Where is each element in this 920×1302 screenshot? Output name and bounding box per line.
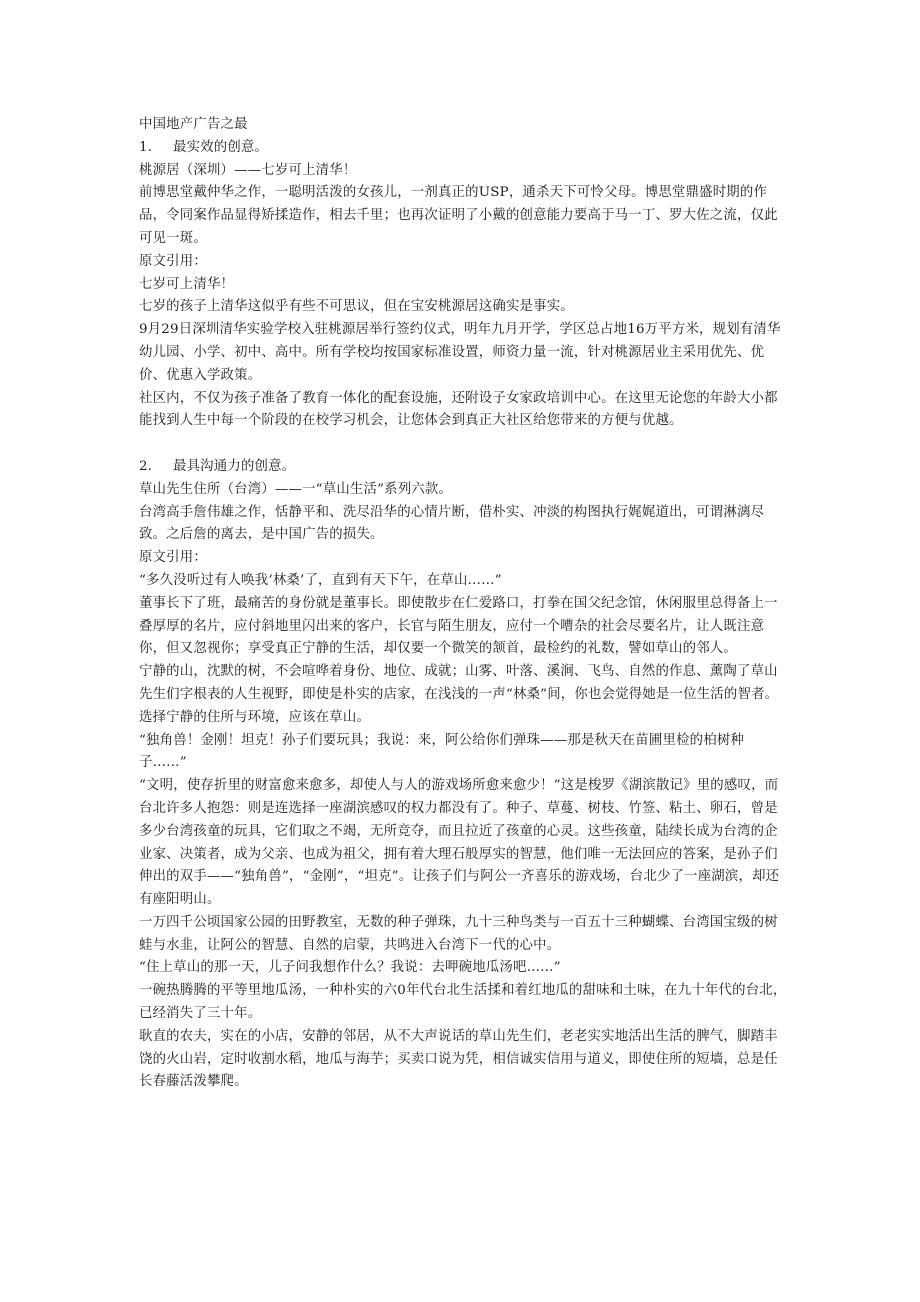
section-1-paragraph: 社区内，不仅为孩子准备了教育一体化的配套设施，还附设子女家政培训中心。在这里无论您的年龄大小都能找到人生中每一个阶段的在校学习机会，让您体会到真正大社区给您带来的方便与优越。 [139, 390, 778, 429]
section-1-quote-title: 七岁可上清华！ [139, 276, 235, 292]
section-2-paragraph: 选择宁静的住所与环境，应该在草山。 [139, 709, 371, 725]
section-2-paragraph: 耿直的农夫，实在的小店，安静的邻居，从不大声说话的草山先生们，老老实实地活出生活的脾气，脚踏丰饶的火山岩，定时收割水稻，地瓜与海芋；买卖口说为凭，相信诚实信用与道义，即使住所的短墙，总是任长春藤活泼攀爬。 [139, 1028, 778, 1090]
section-2-heading-text: 最具沟通力的创意。 [173, 458, 296, 474]
document-title: 中国地产广告之最 [139, 117, 248, 132]
section-1-paragraph: 9月29日深圳清华实验学校入驻桃源居举行签约仪式，明年九月开学，学区总占地16万平方米，规划有清华幼儿园、小学、初中、高中。所有学校均按国家标准设置，师资力量一流，针对桃源居业主采用优先、优价、优惠入学政策。 [139, 322, 781, 383]
section-1-subject: 桃源居（深圳）——七岁可上清华！ [139, 162, 357, 178]
section-1-heading-text: 最实效的创意。 [173, 139, 269, 155]
section-2-paragraph: “多久没听过有人唤我‘林桑’了，直到有天下午，在草山……” [139, 572, 502, 588]
section-2-paragraph: “住上草山的那一天，儿子问我想作什么？我说：去呷碗地瓜汤吧……” [139, 960, 561, 976]
section-1-paragraph: 七岁的孩子上清华这似乎有些不可思议，但在宝安桃源居这确实是事实。 [139, 299, 574, 315]
section-1-quote-label: 原文引用： [139, 253, 207, 269]
section-1-comment: 前博思堂戴仲华之作，一聪明活泼的女孩儿，一剂真正的USP，通杀天下可怜父母。博思堂鼎盛时期的作品，令同案作品显得矫揉造作，相去千里；也再次证明了小戴的创意能力要高于马一丁、罗大佐之流，仅此可见一斑。 [139, 185, 778, 246]
section-2-number: 2. [139, 458, 153, 474]
section-1-heading [139, 137, 787, 160]
section-2-paragraph: 董事长下了班，最痛苦的身份就是董事长。即使散步在仁爱路口，打拳在国父纪念馆，休闲服里总得备上一叠厚厚的名片，应付斜地里闪出来的客户，长官与陌生朋友，应付一个嘈杂的社会尽要名片，让人既注意你，但又忽视你；享受真正宁静的生活，却仅要一个微笑的颔首，最检约的礼数，譬如草山的邻人。 [139, 595, 778, 657]
section-spacer [139, 433, 787, 456]
section-2-paragraph: 一碗热腾腾的平等里地瓜汤，一种朴实的六0年代台北生活揉和着红地瓜的甜味和土味，在九十年代的台北，已经消失了三十年。 [139, 983, 787, 1022]
section-1-number: 1. [139, 139, 153, 155]
section-2-comment: 台湾高手詹伟雄之作，恬静平和、洗尽沿华的心情片断，借朴实、冲淡的构图执行娓娓道出，可谓淋漓尽致。之后詹的离去，是中国广告的损失。 [139, 504, 765, 543]
section-2-subject: 草山先生住所（台湾）——一“草山生活”系列六款。 [139, 481, 453, 497]
section-2-quote-label: 原文引用： [139, 550, 207, 566]
section-2-heading [139, 456, 787, 479]
section-2-paragraph: 宁静的山，沈默的树，不会喧哗着身份、地位、成就；山雾、叶落、溪涧、飞鸟、自然的作息、薰陶了草山先生们字根表的人生视野，即使是朴实的店家，在浅浅的一声“林桑”间，你也会觉得她是一位生活的智者。 [139, 664, 779, 702]
section-2-paragraph: 一万四千公顷国家公园的田野教室，无数的种子弹珠，九十三种鸟类与一百五十三种蝴蝶、台湾国宝级的树蛙与水韭，让阿公的智慧、自然的启蒙，共鸣进入台湾下一代的心中。 [139, 914, 778, 953]
document-body [139, 114, 787, 1094]
section-2-paragraph: “文明，使存折里的财富愈来愈多，却使人与人的游戏场所愈来愈少！”这是梭罗《湖滨散记》里的感叹，而台北许多人抱怨：则是连选择一座湖滨感叹的权力都没有了。种子、草蔓、树枝、竹签、粘土、卵石，曾是多少台湾孩童的玩具，它们取之不竭，无所竞夺，而且拉近了孩童的心灵。这些孩童，陆续长成为台湾的企业家、决策者，成为父亲、也成为祖父，拥有着大理石般厚实的智慧，他们唯一无法回应的答案，是孙子们伸出的双手——“独角兽”，“金刚”，“坦克”。让孩子们与阿公一齐喜乐的游戏场，台北少了一座湖滨，却还有座阳明山。 [139, 778, 780, 908]
section-2-paragraph: “独角兽！金刚！坦克！孙子们要玩具；我说：来，阿公给你们弹珠——那是秋天在苗圃里检的柏树种子……” [139, 732, 745, 771]
